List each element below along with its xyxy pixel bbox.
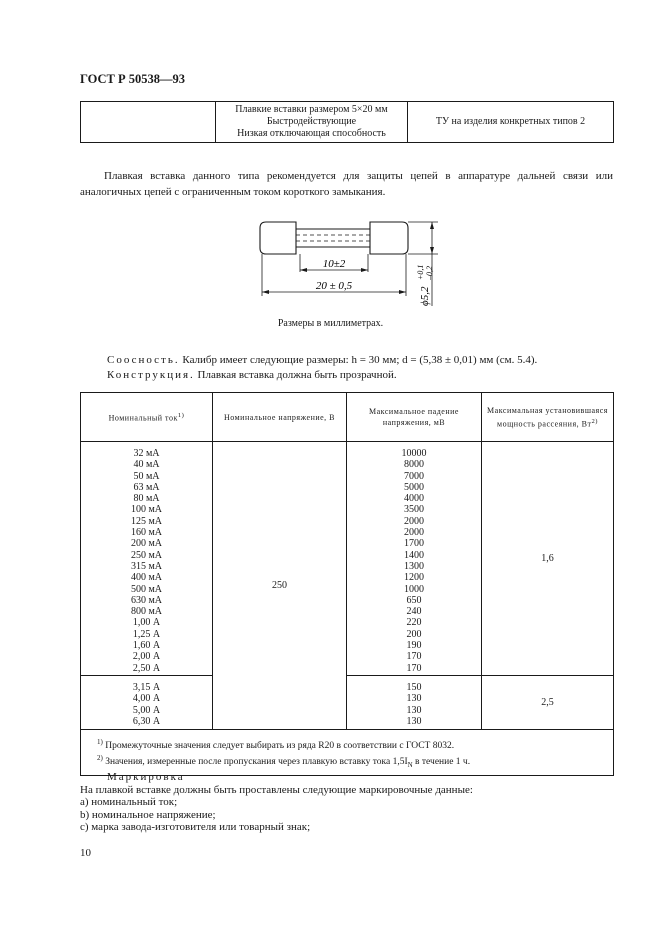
current-value: 500 мА xyxy=(130,583,163,595)
fuse-drawing xyxy=(240,210,440,310)
marking-heading: Маркировка xyxy=(107,771,185,783)
current-value: 1,00 А xyxy=(132,617,161,629)
ref-empty-cell xyxy=(81,102,216,143)
col-header-current: Номинальный ток$^{1)}$ xyxy=(81,393,213,442)
drop-value: 170 xyxy=(406,651,422,663)
col-header-drop: Максимальное падение напряжения, мВ xyxy=(347,393,482,442)
drop-value: 1000 xyxy=(404,583,424,595)
table-footnotes xyxy=(81,729,614,775)
ratings-table xyxy=(80,392,614,776)
drop-value: 8000 xyxy=(404,459,424,471)
coaxial-heading: Соосность. xyxy=(107,354,180,366)
drop-value: 1200 xyxy=(404,572,424,584)
current-value: 50 мА xyxy=(133,470,160,482)
drop-value: 4000 xyxy=(404,493,424,505)
drop-value: 130 xyxy=(406,704,422,716)
drop-value: 130 xyxy=(406,715,422,727)
marking-item: b) номинальное напряжение; xyxy=(80,808,216,821)
marking-item: а) номинальный ток; xyxy=(80,796,178,808)
voltage-cell: 250 xyxy=(213,442,347,730)
footnote-2: $^{2)}$ Значения, измеренные после пропускания через плавкую вставку тока $1,5I_N$ в течение 1 ч. xyxy=(97,754,471,770)
current-value: 5,00 А xyxy=(132,704,161,716)
construction-heading: Конструкция. xyxy=(107,369,195,381)
col-header-power: Максимальная установившаяся мощность рассеяния, $Вт^{2)}$ xyxy=(482,393,614,442)
coaxial-text: Калибр имеет следующие размеры: h = 30 мм; d = (5,38 ± 0,01) мм (см. 5.4). xyxy=(179,354,538,366)
current-value: 63 мА xyxy=(133,481,160,493)
drop-value: 240 xyxy=(406,606,422,618)
current-value: 100 мА xyxy=(130,504,163,516)
drop-value: 3500 xyxy=(404,504,424,516)
col-header-voltage: Номинальное напряжение, В xyxy=(213,393,347,442)
construction-text: Плавкая вставка должна быть прозрачной. xyxy=(194,369,397,381)
tol-plus-label: +0,1 xyxy=(416,264,425,280)
footnote-1: $^{1)}$ Промежуточные значения следует выбирать из ряда R20 в соответствии с ГОСТ 8032. xyxy=(97,737,455,752)
drop-value: 130 xyxy=(406,693,422,705)
drop-value: 650 xyxy=(406,594,422,606)
drop-value: 190 xyxy=(406,640,422,652)
current-value: 800 мА xyxy=(130,606,163,618)
group1-drops xyxy=(347,442,482,676)
group1-currents xyxy=(81,442,213,676)
figure-caption: Размеры в миллиметрах. xyxy=(277,318,384,329)
current-value: 4,00 А xyxy=(132,693,161,705)
current-value: 2,50 А xyxy=(132,662,161,674)
dim-diameter-label: ϕ5,2 xyxy=(419,286,431,306)
fuse-left-cap xyxy=(260,222,296,254)
current-value: 80 мА xyxy=(133,493,160,505)
current-value: 32 мА xyxy=(133,448,160,459)
group2-drops xyxy=(347,675,482,729)
drop-value: 2000 xyxy=(404,515,424,527)
current-value: 630 мА xyxy=(130,594,163,606)
current-value: 315 мА xyxy=(130,560,163,572)
current-value: 1,25 А xyxy=(132,628,161,640)
construction-line xyxy=(107,367,617,383)
current-value: 1,60 А xyxy=(132,640,161,652)
page-number: 10 xyxy=(80,847,91,859)
group1-power: 1,6 xyxy=(482,442,614,676)
current-value: 6,30 А xyxy=(132,715,161,727)
current-value: 160 мА xyxy=(130,527,163,539)
ref-description-cell: Плавкие вставки размером 5×20 мм Быстродействующие Низкая отключающая способность xyxy=(216,102,408,143)
drop-value: 1300 xyxy=(404,560,424,572)
fuse-right-cap xyxy=(370,222,408,254)
ref-tu-cell: ТУ на изделия конкретных типов 2 xyxy=(408,102,614,143)
current-value: 3,15 А xyxy=(132,681,161,693)
drop-value: 10000 xyxy=(401,448,427,459)
drop-value: 2000 xyxy=(404,527,424,539)
current-value: 125 мА xyxy=(130,515,163,527)
dim-overall-label: 20 ± 0,5 xyxy=(315,280,353,292)
current-value: 400 мА xyxy=(130,572,163,584)
reference-table xyxy=(80,101,614,143)
marking-section xyxy=(80,771,473,834)
current-value: 2,00 А xyxy=(132,651,161,663)
drop-value: 1700 xyxy=(404,538,424,550)
marking-intro: На плавкой вставке должны быть проставлены следующие маркировочные данные: xyxy=(80,783,473,796)
drop-value: 5000 xyxy=(404,481,424,493)
marking-item: с) марка завода-изготовителя или товарный знак; xyxy=(80,821,311,833)
drop-value: 170 xyxy=(406,662,422,674)
document-code: ГОСТ Р 50538—93 xyxy=(80,72,186,86)
dim-inner-label: 10±2 xyxy=(322,258,346,270)
drop-value: 220 xyxy=(406,617,422,629)
intro-paragraph: Плавкая вставка данного типа рекомендуется для защиты цепей в аппаратуре дальней связи или аналогичных цепей с ограниченным током короткого замыкания. xyxy=(80,170,613,198)
drop-value: 7000 xyxy=(404,470,424,482)
group2-power: 2,5 xyxy=(482,675,614,729)
current-value: 250 мА xyxy=(130,549,163,561)
current-value: 40 мА xyxy=(133,459,160,471)
drop-value: 200 xyxy=(406,628,422,640)
current-value: 200 мА xyxy=(130,538,163,550)
drop-value: 1400 xyxy=(404,549,424,561)
group2-currents xyxy=(81,675,213,729)
tol-minus-label: –0,2 xyxy=(425,266,434,280)
drop-value: 150 xyxy=(406,681,422,693)
coaxial-line xyxy=(107,352,617,368)
